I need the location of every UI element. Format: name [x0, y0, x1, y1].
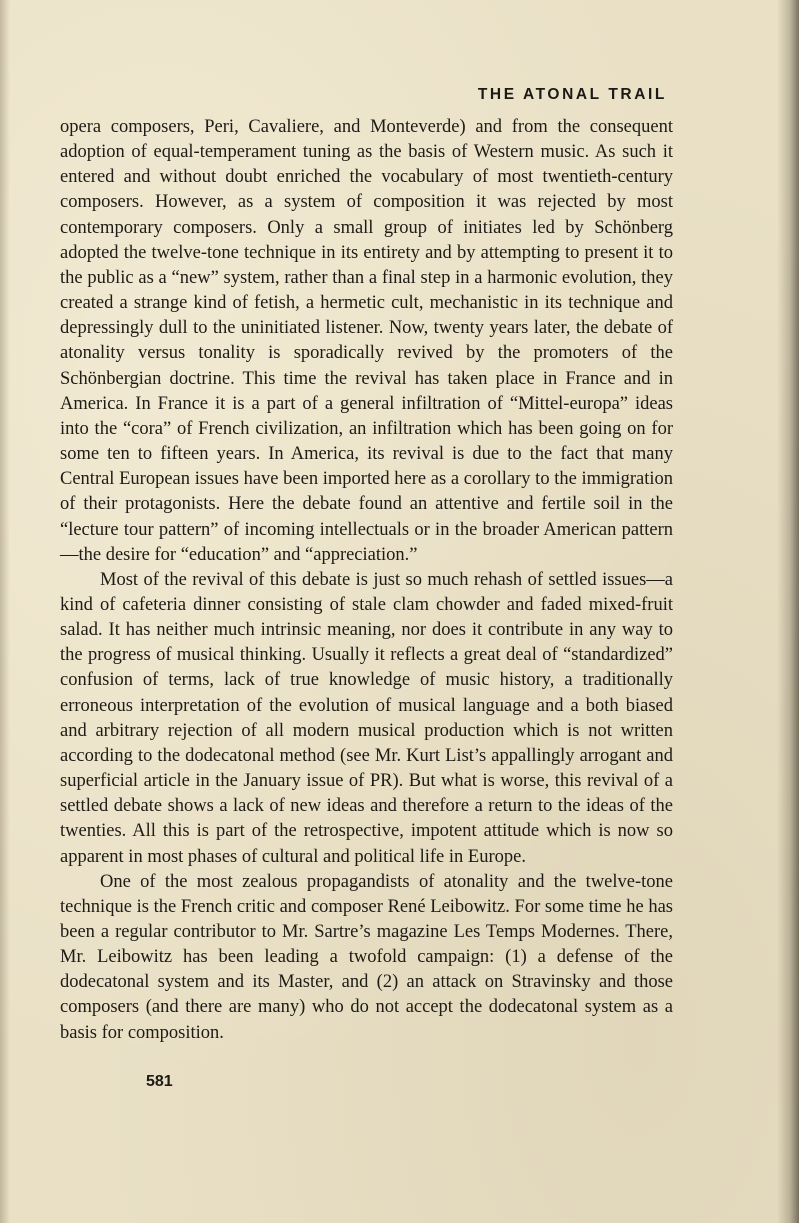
book-spine-shadow [777, 0, 799, 1223]
running-head: THE ATONAL TRAIL [477, 86, 667, 103]
paragraph-3: One of the most zealous propagandists of atonality and the twelve-tone technique is the French critic and composer René Leibowitz. For some time he has been a regular contributor to Mr. Sartre’s magazine Les Temps Modernes. There, Mr. Leibowitz has been leading a twofold campaign: (1) a defense of the dodecatonal system and its Master, and (2) an attack on Stravinsky and those composers (and there are many) who do not accept the dodecatonal system as a basis for composition. [60, 871, 673, 1043]
page-left-edge [0, 0, 10, 1223]
page-number: 581 [146, 1073, 173, 1090]
paragraph-2: Most of the revival of this debate is just so much rehash of settled issues—a kind of cafeteria dinner consisting of stale clam chowder and faded mixed-fruit salad. It has neither much intrinsic meaning, nor does it contribute in any way to the progress of musical thinking. Usually it reflects a great deal of “standardized” confusion of terms, lack of true knowledge of music history, a traditionally erroneous interpretation of the evolution of musical language and a both biased and arbitrary rejection of all modern musical production which is not written according to the dodecatonal method (see Mr. Kurt List’s appallingly arrogant and superficial article in the January issue of PR). But what is worse, this revival of a settled debate shows a lack of new ideas and therefore a return to the ideas of the twenties. All this is part of the retrospective, impotent attitude which is now so apparent in most phases of cultural and political life in Europe. [60, 569, 673, 867]
body-text [60, 115, 673, 1046]
paragraph-1: opera composers, Peri, Cavaliere, and Monteverde) and from the consequent adoption of equal-temperament tuning as the basis of Western music. As such it entered and without doubt enriched the vocabulary of most twentieth-century composers. However, as a system of composition it was rejected by most contemporary composers. Only a small group of initiates led by Schönberg adopted the twelve-tone technique in its entirety and by attempting to present it to the public as a “new” system, rather than a final step in a harmonic evolution, they created a strange kind of fetish, a hermetic cult, mechanistic in its technique and depressingly dull to the uninitiated listener. Now, twenty years later, the debate of atonality versus tonality is sporadically revived by the promoters of the Schönbergian doctrine. This time the revival has taken place in France and in America. In France it is a part of a general infiltration of “Mittel-europa” ideas into the “cora” of French civilization, an infiltration which has been going on for some ten to fifteen years. In America, its revival is due to the fact that many Central European issues have been imported here as a corollary to the immigration of their protagonists. Here the debate found an attentive and fertile soil in the “lecture tour pattern” of incoming intellectuals or in the broader American pattern—the desire for “education” and “appreciation.” [60, 117, 673, 565]
